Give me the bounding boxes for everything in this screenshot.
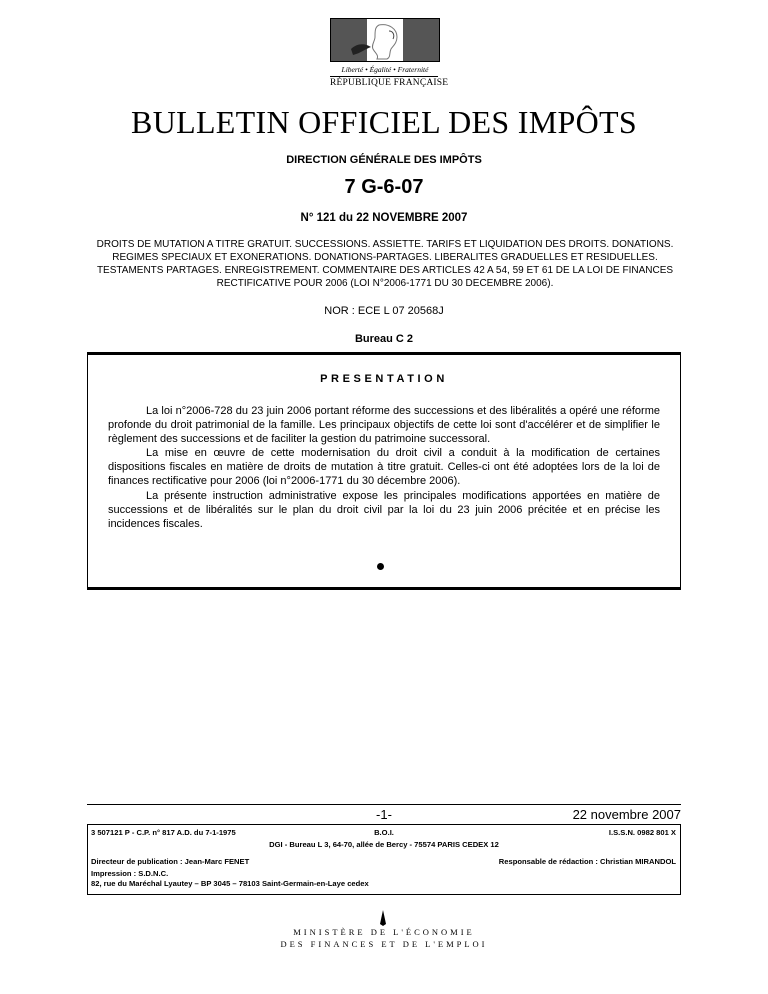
instruction-code: 7 G-6-07	[344, 176, 424, 198]
presentation-paragraph-3: La présente instruction administrative expose les principales modifications apportées en matière de successions et de libéralités sur le plan du droit civil par la loi du 23 juin 2006 précitée et en précise les incidences fiscales.	[108, 490, 660, 530]
marianne-emblem-icon	[330, 18, 440, 62]
presentation-box	[87, 352, 681, 590]
imprint-boi: B.O.I.	[374, 828, 394, 837]
imprint-issn: I.S.S.N. 0982 801 X	[608, 828, 676, 837]
imprint-printing: Impression : S.D.N.C.	[91, 869, 169, 878]
republic-name: RÉPUBLIQUE FRANÇAISE	[330, 78, 449, 88]
imprint-box	[87, 824, 681, 895]
imprint-printing-address: 82, rue du Maréchal Lyautey – BP 3045 – 78103 Saint-Germain-en-Laye cedex	[91, 879, 369, 888]
page-date: 22 novembre 2007	[572, 807, 681, 822]
bureau-name: Bureau C 2	[354, 333, 414, 345]
ministry-line-1: MINISTÈRE DE L'ÉCONOMIE	[293, 927, 475, 937]
footer-divider	[87, 804, 681, 805]
nor-reference: NOR : ECE L 07 20568J	[324, 305, 444, 317]
imprint-address: DGI - Bureau L 3, 64-70, allée de Bercy - 75574 PARIS CEDEX 12	[269, 840, 499, 849]
bullet-icon	[377, 563, 384, 570]
issue-number: N° 121 du 22 NOVEMBRE 2007	[300, 212, 468, 224]
imprint-director: Directeur de publication : Jean-Marc FENET	[91, 857, 250, 866]
page-number: -1-	[376, 807, 392, 822]
imprint-reference: 3 507121 P - C.P. n° 817 A.D. du 7-1-1975	[91, 828, 236, 837]
ministry-name	[0, 926, 768, 950]
bulletin-title: BULLETIN OFFICIEL DES IMPÔTS	[131, 104, 637, 140]
imprint-editor: Responsable de rédaction : Christian MIRANDOL	[498, 857, 676, 866]
presentation-title: PRESENTATION	[320, 373, 448, 385]
ministry-line-2: DES FINANCES ET DE L'EMPLOI	[280, 939, 488, 949]
logo-divider	[330, 76, 438, 77]
presentation-paragraph-1: La loi n°2006-728 du 23 juin 2006 portant réforme des successions et des libéralités a opéré une réforme profonde du droit patrimonial de la famille. Les principaux objectifs de cette loi sont d'accélérer et de simplifier le règlement des successions et de faciliter la gestion du patrimoine successoral.	[108, 405, 660, 445]
direction-name: DIRECTION GÉNÉRALE DES IMPÔTS	[286, 154, 482, 166]
marianne-logo	[330, 18, 449, 88]
subject-keywords: DROITS DE MUTATION A TITRE GRATUIT. SUCCESSIONS. ASSIETTE. TARIFS ET LIQUIDATION DES DROITS. DONATIONS. REGIMES SPECIAUX ET EXONERATIONS. DONATIONS-PARTAGES. LIBERALITES GRADUELLES ET RESIDUELLES. TESTAMENTS PARTAGES. ENREGISTREMENT. COMMENTAIRE DES ARTICLES 42 A 54, 59 ET 61 DE LA LOI DE FINANCES RECTIFICATIVE POUR 2006 (LOI N°2006-1771 DU 30 DECEMBRE 2006).	[96, 239, 674, 289]
presentation-paragraph-2: La mise en œuvre de cette modernisation du droit civil a conduit à la modification de certaines dispositions fiscales en matière de droits de mutation à titre gratuit. Celles-ci ont été adoptées lors de la loi de finances rectificative pour 2006 (loi n°2006-1771 du 30 décembre 2006).	[108, 447, 660, 487]
republic-motto: Liberté • Égalité • Fraternité	[341, 65, 429, 74]
